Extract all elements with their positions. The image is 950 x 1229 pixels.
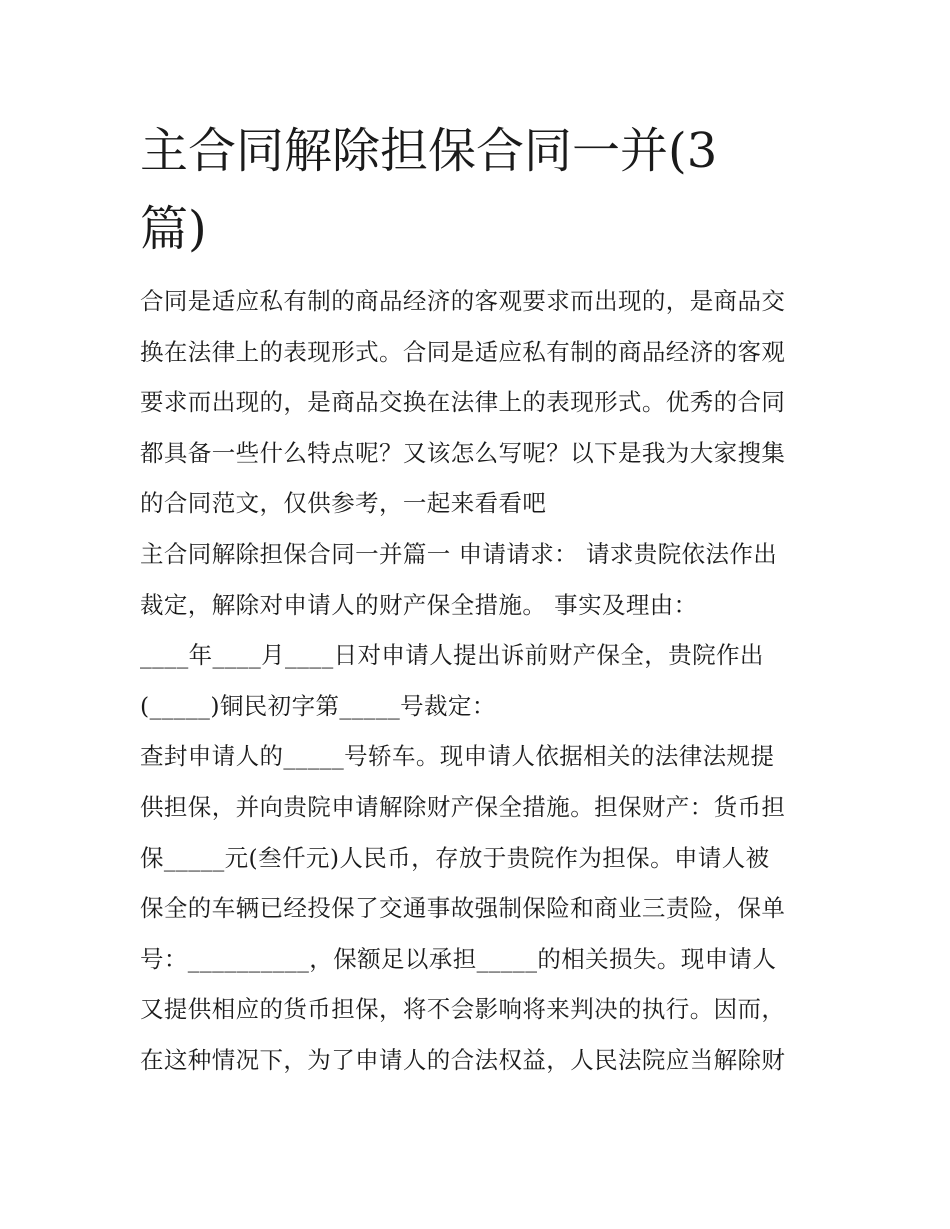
body-line: (_____)铜民初字第_____号裁定：	[140, 691, 496, 720]
body-line: 合同是适应私有制的商品经济的客观要求而出现的，是商品交	[140, 287, 786, 315]
body-line: 的合同范文，仅供参考，一起来看看吧	[140, 489, 547, 518]
section-heading-line: 主合同解除担保合同一并篇一 申请请求： 请求贵院依法作出	[140, 539, 778, 568]
body-line: 又提供相应的货币担保，将不会影响将来判决的执行。因而，	[140, 995, 786, 1024]
body-line: 都具备一些什么特点呢？又该怎么写呢？以下是我为大家搜集	[140, 438, 786, 467]
body-line: 号：__________，保额足以承担_____的相关损失。现申请人	[140, 944, 777, 973]
body-line: 在这种情况下，为了申请人的合法权益，人民法院应当解除财	[140, 1045, 786, 1074]
body-line: 供担保，并向贵院申请解除财产保全措施。担保财产：货币担	[140, 792, 786, 821]
title-line: 主合同解除担保合同一并(3	[140, 123, 718, 179]
document-body	[140, 276, 820, 1086]
body-line: ____年____月____日对申请人提出诉前财产保全，贵院作出	[140, 641, 764, 670]
body-line: 裁定，解除对申请人的财产保全措施。 事实及理由：	[140, 590, 698, 619]
title-line: 篇)	[140, 201, 207, 257]
body-line: 换在法律上的表现形式。合同是适应私有制的商品经济的客观	[140, 337, 786, 366]
document-title	[140, 112, 820, 268]
body-line: 查封申请人的_____号轿车。现申请人依据相关的法律法规提	[140, 742, 775, 771]
body-line: 要求而出现的，是商品交换在法律上的表现形式。优秀的合同	[140, 388, 786, 417]
body-line: 保全的车辆已经投保了交通事故强制保险和商业三责险，保单	[140, 894, 786, 923]
body-line: 保_____元(叁仟元)人民币，存放于贵院作为担保。申请人被	[140, 843, 770, 872]
